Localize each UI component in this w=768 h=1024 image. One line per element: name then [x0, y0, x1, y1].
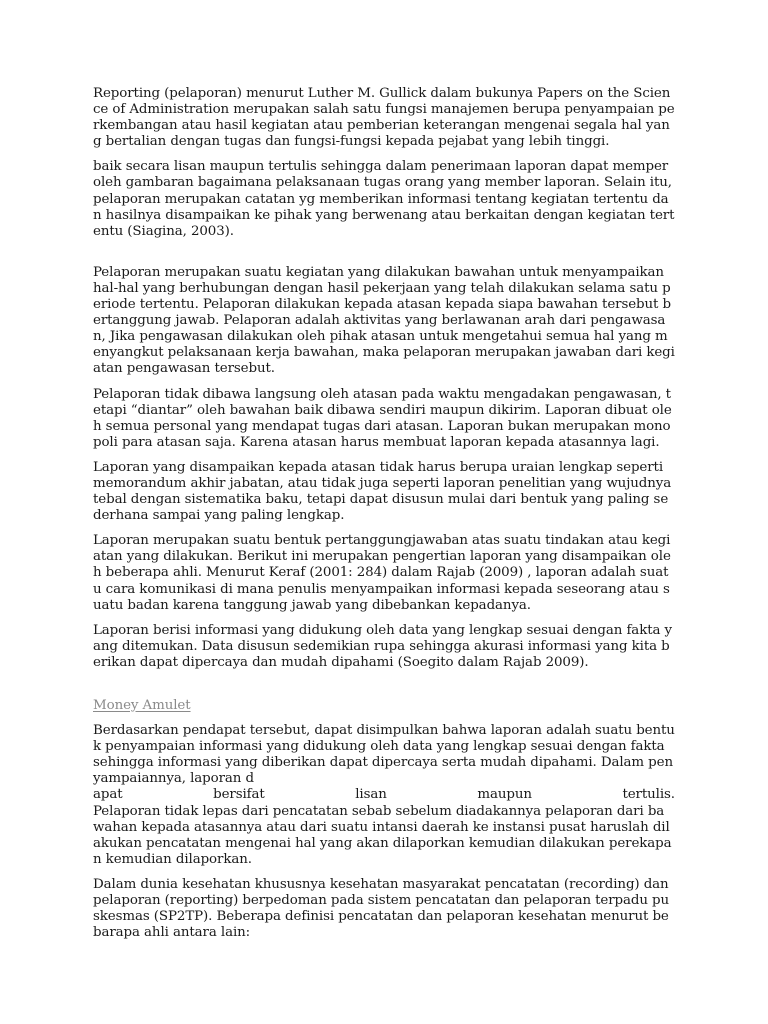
- justified-word: bersifat: [213, 787, 265, 803]
- money-amulet-paragraph: [93, 698, 675, 714]
- paragraph-sp2tp: Dalam dunia kesehatan khususnya kesehatan masyarakat pencatatan (recording) dan pelaporan (reporting) berpedoman pada sistem pencatatan dan pelaporan terpadu puskesmas (SP2TP). Beberapa definisi pencatatan dan pelaporan kesehatan menurut bebarapa ahli antara lain:: [93, 876, 670, 941]
- paragraph-pelaporan-diantar: Pelaporan tidak dibawa langsung oleh atasan pada waktu mengadakan pengawasan, tetapi “diantar” oleh bawahan baik dibawa sendiri maupun dikirim. Laporan dibuat oleh semua personal yang mendapat tugas dari atasan. Laporan bukan merupakan monopoli para atasan saja. Karena atasan harus membuat laporan kepada atasannya lagi.: [93, 386, 672, 450]
- paragraph-laporan-bentuk: Laporan yang disampaikan kepada atasan tidak harus berupa uraian lengkap seperti memorandum akhir jabatan, atau tidak juga seperti laporan penelitian yang wujudnya tebal dengan sistematika baku, tetapi dapat disusun mulai dari bentuk yang paling sederhana sampai yang paling lengkap.: [93, 459, 672, 524]
- justified-line: [93, 787, 675, 803]
- paragraph-pencatatan: Pelaporan tidak lepas dari pencatatan sebab sebelum diadakannya pelaporan dari bawahan kepada atasannya atau dari suatu intansi daerah ke instansi pusat haruslah dilakukan pencatatan mengenai hal yang akan dilaporkan kemudian dilakukan perekapan kemudian dilaporkan.: [93, 803, 672, 867]
- paragraph-lisan-tertulis: baik secara lisan maupun tertulis sehingga dalam penerimaan laporan dapat memperoleh gambaran bagaimana pelaksanaan tugas orang yang member laporan. Selain itu, pelaporan merupakan catatan yg memberikan informasi tentang kegiatan tertentu dan hasilnya disampaikan ke pihak yang berwenang atau berkaitan dengan kegiatan tertentu (Siagina, 2003).: [93, 159, 675, 239]
- paragraph-kesimpulan-text: Berdasarkan pendapat tersebut, dapat disimpulkan bahwa laporan adalah suatu bentuk penyampaian informasi yang didukung oleh data yang lengkap sesuai dengan fakta sehingga informasi yang diberikan dapat dipercaya serta mudah dipahami. Dalam penyampaiannya, laporan d: [93, 723, 675, 787]
- justified-word: maupun: [477, 787, 532, 803]
- document-page: [93, 86, 675, 941]
- paragraph-keraf-definition: Laporan merupakan suatu bentuk pertanggungjawaban atas suatu tindakan atau kegiatan yang dilakukan. Berikut ini merupakan pengertian laporan yang disampaikan oleh beberapa ahli. Menurut Keraf (2001: 284) dalam Rajab (2009) , laporan adalah suatu cara komunikasi di mana penulis menyampaikan informasi kepada seseorang atau suatu badan karena tanggung jawab yang dibebankan kepadanya.: [93, 533, 671, 613]
- justified-word: lisan: [355, 787, 387, 803]
- justified-word: tertulis.: [622, 787, 675, 803]
- paragraph-gullick-definition: Reporting (pelaporan) menurut Luther M. Gullick dalam bukunya Papers on the Science of Administration merupakan salah satu fungsi manajemen berupa penyampaian perkembangan atau hasil kegiatan atau pemberian keterangan mengenai segala hal yang bertalian dengan tugas dan fungsi-fungsi kepada pejabat yang lebih tinggi.: [93, 86, 675, 150]
- justified-word: apat: [93, 787, 123, 803]
- paragraph-kesimpulan: [93, 723, 675, 868]
- paragraph-soegito-definition: Laporan berisi informasi yang didukung oleh data yang lengkap sesuai dengan fakta yang ditemukan. Data disusun sedemikian rupa sehingga akurasi informasi yang kita berikan dapat dipercaya dan mudah dipahami (Soegito dalam Rajab 2009).: [93, 622, 672, 670]
- money-amulet-link[interactable]: Money Amulet: [93, 698, 191, 713]
- paragraph-pelaporan-kegiatan: Pelaporan merupakan suatu kegiatan yang dilakukan bawahan untuk menyampaikan hal-hal yang berhubungan dengan hasil pekerjaan yang telah dilakukan selama satu periode tertentu. Pelaporan dilakukan kepada atasan kepada siapa bawahan tersebut bertanggung jawab. Pelaporan adalah aktivitas yang berlawanan arah dari pengawasan, Jika pengawasan dilakukan oleh pihak atasan untuk mengetahui semua hal yang menyangkut pelaksanaan kerja bawahan, maka pelaporan merupakan jawaban dari kegiatan pengawasan tersebut.: [93, 264, 675, 377]
